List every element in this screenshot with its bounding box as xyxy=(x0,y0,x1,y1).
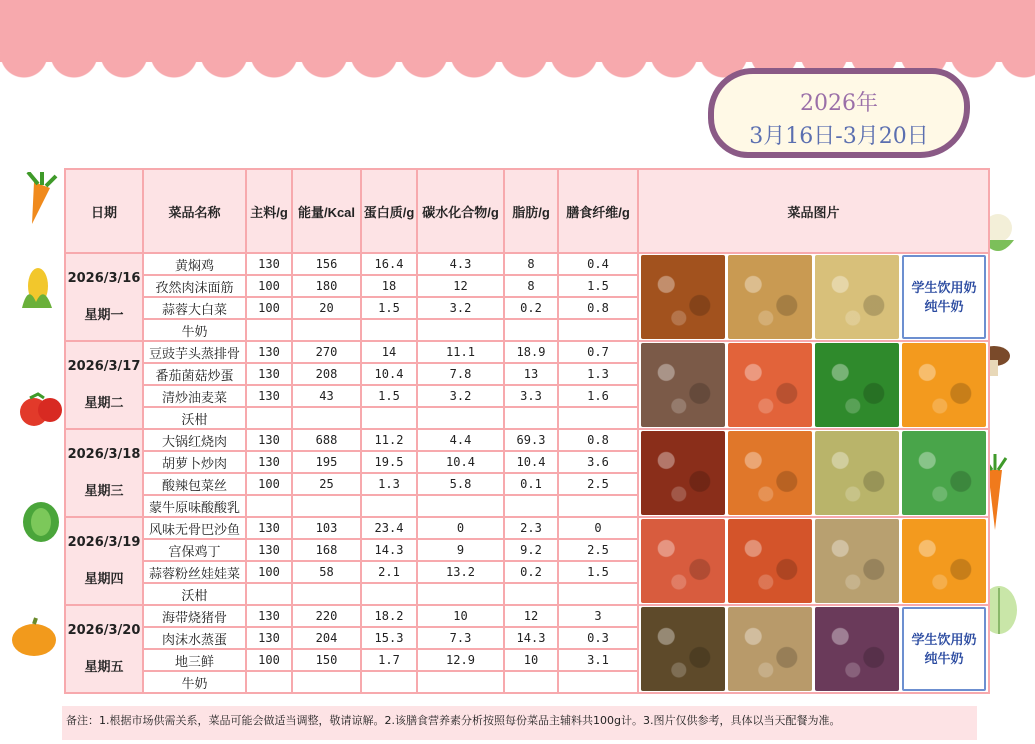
pictures-cell xyxy=(638,429,989,517)
yogurt-drink-photo xyxy=(902,431,986,515)
braised-chicken-photo xyxy=(641,255,725,339)
nutrition-main: 130 xyxy=(246,539,292,561)
nutrition-fiber: 3.6 xyxy=(558,451,638,473)
nutrition-carb: 0 xyxy=(417,517,504,539)
nutrition-protein: 18 xyxy=(361,275,417,297)
nutrition-protein: 1.3 xyxy=(361,473,417,495)
nutrition-main: 100 xyxy=(246,297,292,319)
dish-name: 地三鲜 xyxy=(143,649,246,671)
pumpkin-icon xyxy=(10,616,58,658)
nutrition-main: 100 xyxy=(246,473,292,495)
nutrition-fiber: 0 xyxy=(558,517,638,539)
nutrition-main: 130 xyxy=(246,363,292,385)
nutrition-protein xyxy=(361,407,417,429)
nutrition-fiber xyxy=(558,319,638,341)
nutrition-fiber: 2.5 xyxy=(558,539,638,561)
nutrition-main: 130 xyxy=(246,385,292,407)
di-san-xian-photo xyxy=(815,607,899,691)
nutrition-energy: 58 xyxy=(292,561,361,583)
lettuce-icon xyxy=(20,500,62,544)
nutrition-energy: 25 xyxy=(292,473,361,495)
menu-table xyxy=(64,168,990,694)
nutrition-carb xyxy=(417,671,504,693)
weekday-label: 星期四 xyxy=(84,572,124,587)
lettuce-photo xyxy=(815,343,899,427)
weekday-label: 星期一 xyxy=(84,308,124,323)
nutrition-fiber xyxy=(558,495,638,517)
pictures-cell xyxy=(638,605,989,693)
nutrition-carb: 12.9 xyxy=(417,649,504,671)
nutrition-carb: 12 xyxy=(417,275,504,297)
milk-box-photo xyxy=(902,255,986,339)
nutrition-main: 100 xyxy=(246,561,292,583)
col-header-carb: 碳水化合物/g xyxy=(417,169,504,253)
nutrition-protein: 1.7 xyxy=(361,649,417,671)
day-cell xyxy=(65,341,143,429)
weekday-label: 星期五 xyxy=(84,660,124,675)
nutrition-fat xyxy=(504,319,558,341)
nutrition-energy xyxy=(292,583,361,605)
nutrition-carb xyxy=(417,319,504,341)
nutrition-fat: 0.2 xyxy=(504,561,558,583)
nutrition-protein xyxy=(361,319,417,341)
dish-name: 番茄菌菇炒蛋 xyxy=(143,363,246,385)
dish-name: 黄焖鸡 xyxy=(143,253,246,275)
day-cell xyxy=(65,429,143,517)
date-label: 2026/3/17 xyxy=(67,359,141,374)
nutrition-fat: 0.1 xyxy=(504,473,558,495)
nutrition-fat xyxy=(504,495,558,517)
orange-photo xyxy=(902,343,986,427)
nutrition-fat: 14.3 xyxy=(504,627,558,649)
dish-name: 酸辣包菜丝 xyxy=(143,473,246,495)
table-row xyxy=(65,253,989,275)
nutrition-protein: 2.1 xyxy=(361,561,417,583)
date-range-label: 3月16日-3月20日 xyxy=(749,124,929,149)
nutrition-protein: 16.4 xyxy=(361,253,417,275)
nutrition-energy: 156 xyxy=(292,253,361,275)
nutrition-energy xyxy=(292,671,361,693)
nutrition-protein: 14.3 xyxy=(361,539,417,561)
nutrition-fiber: 1.5 xyxy=(558,275,638,297)
dish-name: 清炒油麦菜 xyxy=(143,385,246,407)
nutrition-protein: 23.4 xyxy=(361,517,417,539)
nutrition-carb: 3.2 xyxy=(417,297,504,319)
nutrition-carb: 11.1 xyxy=(417,341,504,363)
weekday-label: 星期三 xyxy=(84,484,124,499)
nutrition-protein: 19.5 xyxy=(361,451,417,473)
nutrition-carb: 3.2 xyxy=(417,385,504,407)
pictures-cell xyxy=(638,517,989,605)
nutrition-carb: 4.3 xyxy=(417,253,504,275)
nutrition-energy: 688 xyxy=(292,429,361,451)
nutrition-protein: 1.5 xyxy=(361,385,417,407)
nutrition-main: 130 xyxy=(246,517,292,539)
nutrition-fiber: 0.3 xyxy=(558,627,638,649)
col-header-protein: 蛋白质/g xyxy=(361,169,417,253)
nutrition-fiber xyxy=(558,583,638,605)
nutrition-fat: 18.9 xyxy=(504,341,558,363)
col-header-date: 日期 xyxy=(65,169,143,253)
shredded-cabbage-photo xyxy=(815,431,899,515)
table-row xyxy=(65,605,989,627)
milk-box-photo xyxy=(902,607,986,691)
dish-name: 孜然肉沫面筋 xyxy=(143,275,246,297)
pictures-cell xyxy=(638,253,989,341)
dish-name: 牛奶 xyxy=(143,319,246,341)
nutrition-fat: 2.3 xyxy=(504,517,558,539)
baby-cabbage-photo xyxy=(815,519,899,603)
nutrition-carb xyxy=(417,407,504,429)
tomato-icon xyxy=(18,388,64,428)
nutrition-fat: 10.4 xyxy=(504,451,558,473)
day-cell xyxy=(65,517,143,605)
col-header-fat: 脂肪/g xyxy=(504,169,558,253)
day-cell xyxy=(65,253,143,341)
dish-name: 海带烧猪骨 xyxy=(143,605,246,627)
nutrition-carb xyxy=(417,583,504,605)
date-label: 2026/3/16 xyxy=(67,271,141,286)
nutrition-fiber xyxy=(558,671,638,693)
nutrition-carb: 10 xyxy=(417,605,504,627)
nutrition-energy: 168 xyxy=(292,539,361,561)
table-row xyxy=(65,429,989,451)
date-badge xyxy=(708,68,970,158)
nutrition-carb: 10.4 xyxy=(417,451,504,473)
nutrition-fiber: 2.5 xyxy=(558,473,638,495)
nutrition-protein xyxy=(361,495,417,517)
nutrition-protein: 15.3 xyxy=(361,627,417,649)
orange-photo xyxy=(902,519,986,603)
day-cell xyxy=(65,605,143,693)
nutrition-energy: 180 xyxy=(292,275,361,297)
dish-name: 风味无骨巴沙鱼 xyxy=(143,517,246,539)
nutrition-energy: 103 xyxy=(292,517,361,539)
nutrition-fat xyxy=(504,407,558,429)
basa-fish-photo xyxy=(641,519,725,603)
nutrition-energy: 195 xyxy=(292,451,361,473)
nutrition-main xyxy=(246,407,292,429)
nutrition-carb xyxy=(417,495,504,517)
nutrition-main xyxy=(246,583,292,605)
nutrition-main: 130 xyxy=(246,605,292,627)
nutrition-carb: 9 xyxy=(417,539,504,561)
nutrition-carb: 5.8 xyxy=(417,473,504,495)
nutrition-energy: 204 xyxy=(292,627,361,649)
nutrition-carb: 7.8 xyxy=(417,363,504,385)
nutrition-fat: 13 xyxy=(504,363,558,385)
nutrition-main: 100 xyxy=(246,649,292,671)
nutrition-main: 130 xyxy=(246,451,292,473)
nutrition-main: 130 xyxy=(246,253,292,275)
nutrition-fat: 8 xyxy=(504,253,558,275)
table-row xyxy=(65,341,989,363)
nutrition-fiber: 0.4 xyxy=(558,253,638,275)
nutrition-fiber: 0.7 xyxy=(558,341,638,363)
nutrition-protein: 18.2 xyxy=(361,605,417,627)
col-header-energy: 能量/Kcal xyxy=(292,169,361,253)
nutrition-main xyxy=(246,671,292,693)
nutrition-energy xyxy=(292,407,361,429)
corn-icon xyxy=(18,264,56,314)
nutrition-carb: 7.3 xyxy=(417,627,504,649)
nutrition-fiber: 3.1 xyxy=(558,649,638,671)
nutrition-main: 130 xyxy=(246,627,292,649)
nutrition-carb: 4.4 xyxy=(417,429,504,451)
nutrition-fat xyxy=(504,671,558,693)
nutrition-fat: 8 xyxy=(504,275,558,297)
dish-name: 豆豉芋头蒸排骨 xyxy=(143,341,246,363)
nutrition-fat: 12 xyxy=(504,605,558,627)
tomato-egg-photo xyxy=(728,343,812,427)
nutrition-protein: 11.2 xyxy=(361,429,417,451)
nutrition-fat: 0.2 xyxy=(504,297,558,319)
pictures-cell xyxy=(638,341,989,429)
nutrition-energy: 270 xyxy=(292,341,361,363)
steamed-egg-photo xyxy=(728,607,812,691)
nutrition-fiber: 1.5 xyxy=(558,561,638,583)
date-label: 2026/3/20 xyxy=(67,623,141,638)
nutrition-protein: 1.5 xyxy=(361,297,417,319)
dish-name: 蒙牛原味酸酸乳 xyxy=(143,495,246,517)
package-text: 学生饮用奶 纯牛奶 xyxy=(911,281,977,315)
nutrition-protein: 14 xyxy=(361,341,417,363)
footnote: 备注：1.根据市场供需关系，菜品可能会做适当调整，敬请谅解。2.该膳食营养素分析按照每份菜品主辅料共100g计。3.图片仅供参考，具体以当天配餐为准。 xyxy=(62,706,977,740)
dish-name: 肉沫水蒸蛋 xyxy=(143,627,246,649)
nutrition-energy: 20 xyxy=(292,297,361,319)
dish-name: 蒜蓉大白菜 xyxy=(143,297,246,319)
nutrition-main xyxy=(246,319,292,341)
year-label: 2026年 xyxy=(800,91,878,116)
col-header-pictures: 菜品图片 xyxy=(638,169,989,253)
dish-name: 沃柑 xyxy=(143,583,246,605)
col-header-fiber: 膳食纤维/g xyxy=(558,169,638,253)
date-label: 2026/3/19 xyxy=(67,535,141,550)
package-text: 学生饮用奶 纯牛奶 xyxy=(911,633,977,667)
kungpao-chicken-photo xyxy=(728,519,812,603)
nutrition-fat: 69.3 xyxy=(504,429,558,451)
nutrition-fiber: 0.8 xyxy=(558,429,638,451)
carrot-pork-photo xyxy=(728,431,812,515)
pork-ribs-photo xyxy=(641,343,725,427)
nutrition-fiber: 3 xyxy=(558,605,638,627)
date-label: 2026/3/18 xyxy=(67,447,141,462)
nutrition-energy: 150 xyxy=(292,649,361,671)
nutrition-carb: 13.2 xyxy=(417,561,504,583)
nutrition-fiber: 1.6 xyxy=(558,385,638,407)
nutrition-fat: 3.3 xyxy=(504,385,558,407)
nutrition-energy: 43 xyxy=(292,385,361,407)
dish-name: 沃柑 xyxy=(143,407,246,429)
nutrition-energy: 208 xyxy=(292,363,361,385)
carrot-icon xyxy=(20,172,60,226)
nutrition-main: 100 xyxy=(246,275,292,297)
nutrition-fiber xyxy=(558,407,638,429)
col-header-main: 主料/g xyxy=(246,169,292,253)
weekday-label: 星期二 xyxy=(84,396,124,411)
dish-name: 牛奶 xyxy=(143,671,246,693)
dish-name: 胡萝卜炒肉 xyxy=(143,451,246,473)
nutrition-protein xyxy=(361,671,417,693)
braised-pork-photo xyxy=(641,431,725,515)
kelp-pork-bone-photo xyxy=(641,607,725,691)
nutrition-fiber: 1.3 xyxy=(558,363,638,385)
nutrition-main: 130 xyxy=(246,341,292,363)
nutrition-fiber: 0.8 xyxy=(558,297,638,319)
dish-name: 宫保鸡丁 xyxy=(143,539,246,561)
cabbage-photo xyxy=(815,255,899,339)
dish-name: 蒜蓉粉丝娃娃菜 xyxy=(143,561,246,583)
nutrition-main xyxy=(246,495,292,517)
nutrition-fat: 9.2 xyxy=(504,539,558,561)
nutrition-protein xyxy=(361,583,417,605)
nutrition-energy xyxy=(292,319,361,341)
nutrition-protein: 10.4 xyxy=(361,363,417,385)
col-header-dish: 菜品名称 xyxy=(143,169,246,253)
nutrition-fat xyxy=(504,583,558,605)
nutrition-fat: 10 xyxy=(504,649,558,671)
nutrition-energy xyxy=(292,495,361,517)
dish-name: 大锅红烧肉 xyxy=(143,429,246,451)
table-row xyxy=(65,517,989,539)
nutrition-main: 130 xyxy=(246,429,292,451)
gluten-photo xyxy=(728,255,812,339)
nutrition-energy: 220 xyxy=(292,605,361,627)
